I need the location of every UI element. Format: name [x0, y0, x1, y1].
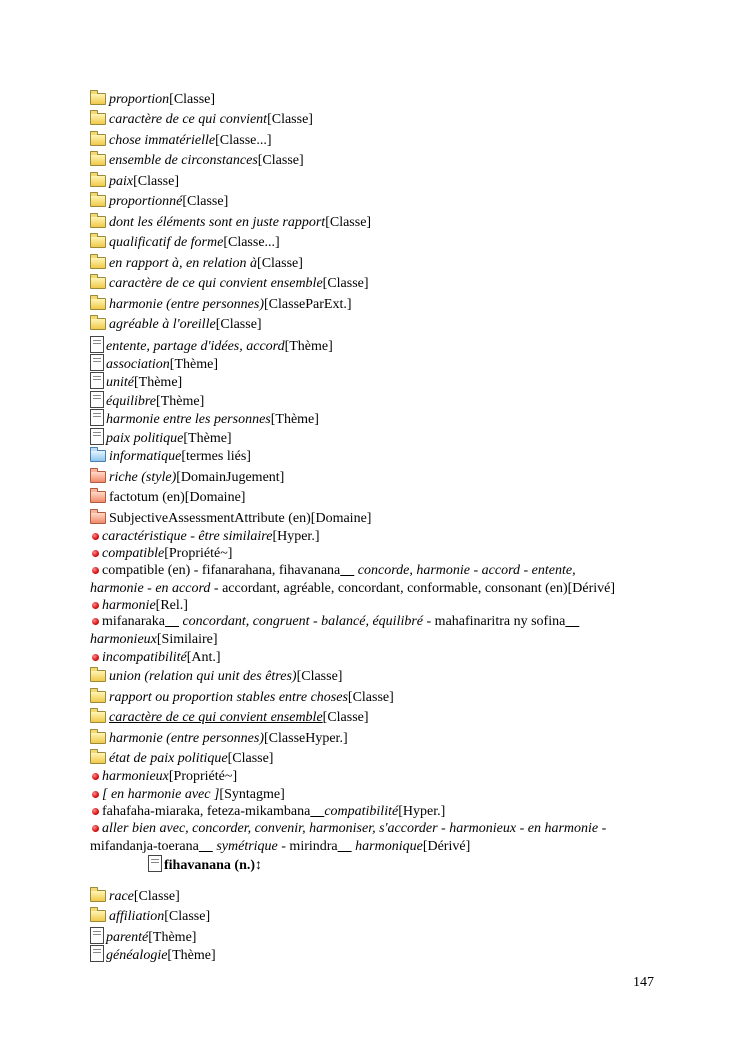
folder-icon: [90, 236, 106, 248]
document-icon: [90, 354, 104, 371]
entry-class[interactable]: chose immatérielle[Classe...]: [90, 132, 272, 150]
red-bullet-icon: [92, 654, 99, 661]
folder-icon: [90, 113, 106, 125]
entry-class[interactable]: rapport ou proportion stables entre choses[Classe]: [90, 689, 394, 707]
folder-icon: [90, 216, 106, 228]
entry-antonym[interactable]: incompatibilité[Ant.]: [90, 649, 221, 667]
folder-icon: [90, 318, 106, 330]
entry-hyper[interactable]: caractéristique - être similaire[Hyper.]: [90, 528, 319, 546]
folder-icon: [90, 732, 106, 744]
entry-class[interactable]: en rapport à, en relation à[Classe]: [90, 255, 303, 273]
entry-property[interactable]: compatible[Propriété~]: [90, 545, 232, 563]
entry-class[interactable]: caractère de ce qui convient ensemble[Classe]: [90, 709, 369, 727]
entry-phrase[interactable]: [ en harmonie avec ][Syntagme]: [90, 786, 285, 804]
folder-icon: [90, 711, 106, 723]
folder-icon: [90, 752, 106, 764]
up-down-arrow-icon[interactable]: ↕: [255, 858, 263, 873]
folder-icon: [90, 910, 106, 922]
red-bullet-icon: [92, 602, 99, 609]
entry-class[interactable]: affiliation[Classe]: [90, 908, 210, 926]
folder-pink-icon: [90, 512, 106, 524]
entry-hyper[interactable]: fahafaha-miaraka, feteza-mikambana compatibilité[Hyper.]: [90, 803, 445, 821]
entry-class[interactable]: état de paix politique[Classe]: [90, 750, 273, 768]
folder-icon: [90, 175, 106, 187]
document-icon: [90, 409, 104, 426]
entry-class[interactable]: proportion[Classe]: [90, 91, 215, 109]
entry-relation[interactable]: harmonie[Rel.]: [90, 597, 188, 615]
folder-icon: [90, 134, 106, 146]
folder-icon: [90, 670, 106, 682]
red-bullet-icon: [92, 618, 99, 625]
folder-pink-icon: [90, 471, 106, 483]
document-icon: [90, 927, 104, 944]
document-icon: [90, 391, 104, 408]
entry-similar[interactable]: mifanaraka concordant, congruent - balancé, équilibré - mahafinaritra ny sofina harmonieux[Similaire]: [90, 614, 566, 647]
folder-icon: [90, 277, 106, 289]
entry-class[interactable]: harmonie (entre personnes)[ClasseHyper.]: [90, 730, 348, 748]
red-bullet-icon: [92, 791, 99, 798]
entry-theme[interactable]: unité[Thème]: [90, 372, 182, 392]
entry-class[interactable]: race[Classe]: [90, 888, 180, 906]
entry-class[interactable]: union (relation qui unit des êtres)[Classe]: [90, 668, 342, 686]
entry-heading[interactable]: fihavanana (n.)↕: [148, 855, 262, 875]
entry-class[interactable]: caractère de ce qui convient ensemble[Classe]: [90, 275, 369, 293]
entry-class[interactable]: dont les éléments sont en juste rapport[Classe]: [90, 214, 371, 232]
folder-pink-icon: [90, 491, 106, 503]
document-icon: [90, 372, 104, 389]
entry-class[interactable]: ensemble de circonstances[Classe]: [90, 152, 304, 170]
red-bullet-icon: [92, 550, 99, 557]
entry-theme[interactable]: paix politique[Thème]: [90, 428, 232, 448]
document-icon: [90, 336, 104, 353]
folder-blue-icon: [90, 450, 106, 462]
folder-icon: [90, 154, 106, 166]
entry-class[interactable]: paix[Classe]: [90, 173, 179, 191]
red-bullet-icon: [92, 825, 99, 832]
red-bullet-icon: [92, 808, 99, 815]
entry-domain[interactable]: riche (style)[DomainJugement]: [90, 469, 284, 487]
entry-class[interactable]: proportionné[Classe]: [90, 193, 228, 211]
document-icon: [148, 855, 162, 872]
entry-theme[interactable]: parenté[Thème]: [90, 927, 196, 947]
entry-domain[interactable]: factotum (en)[Domaine]: [90, 489, 245, 507]
entry-class[interactable]: harmonie (entre personnes)[ClasseParExt.]: [90, 296, 352, 314]
entry-derived[interactable]: aller bien avec, concorder, convenir, harmoniser, s'accorder - harmonieux - en harmonie - mifandanja-toerana symétrique - mirindra harmonique[Dérivé]: [90, 821, 607, 854]
red-bullet-icon: [92, 567, 99, 574]
folder-icon: [90, 298, 106, 310]
entry-theme[interactable]: entente, partage d'idées, accord[Thème]: [90, 336, 333, 356]
entry-derived[interactable]: compatible (en) - fifanarahana, fihavanana concorde, harmonie - accord - entente, harmonie - en accord - accordant, agréable, concordant, conformable, consonant (en)[Dérivé]: [90, 563, 616, 596]
entry-related-terms[interactable]: informatique[termes liés]: [90, 448, 251, 466]
entry-class[interactable]: agréable à l'oreille[Classe]: [90, 316, 262, 334]
folder-icon: [90, 691, 106, 703]
red-bullet-icon: [92, 533, 99, 540]
entry-domain[interactable]: SubjectiveAssessmentAttribute (en)[Domaine]: [90, 510, 371, 528]
entry-class[interactable]: caractère de ce qui convient[Classe]: [90, 111, 313, 129]
entry-theme[interactable]: généalogie[Thème]: [90, 945, 216, 965]
document-icon: [90, 428, 104, 445]
folder-icon: [90, 890, 106, 902]
folder-icon: [90, 93, 106, 105]
entry-theme[interactable]: équilibre[Thème]: [90, 391, 204, 411]
document-icon: [90, 945, 104, 962]
entry-property[interactable]: harmonieux[Propriété~]: [90, 768, 237, 786]
entry-theme[interactable]: harmonie entre les personnes[Thème]: [90, 409, 319, 429]
red-bullet-icon: [92, 773, 99, 780]
entry-theme[interactable]: association[Thème]: [90, 354, 218, 374]
folder-icon: [90, 195, 106, 207]
page-number: 147: [633, 975, 654, 990]
entry-class[interactable]: qualificatif de forme[Classe...]: [90, 234, 280, 252]
folder-icon: [90, 257, 106, 269]
